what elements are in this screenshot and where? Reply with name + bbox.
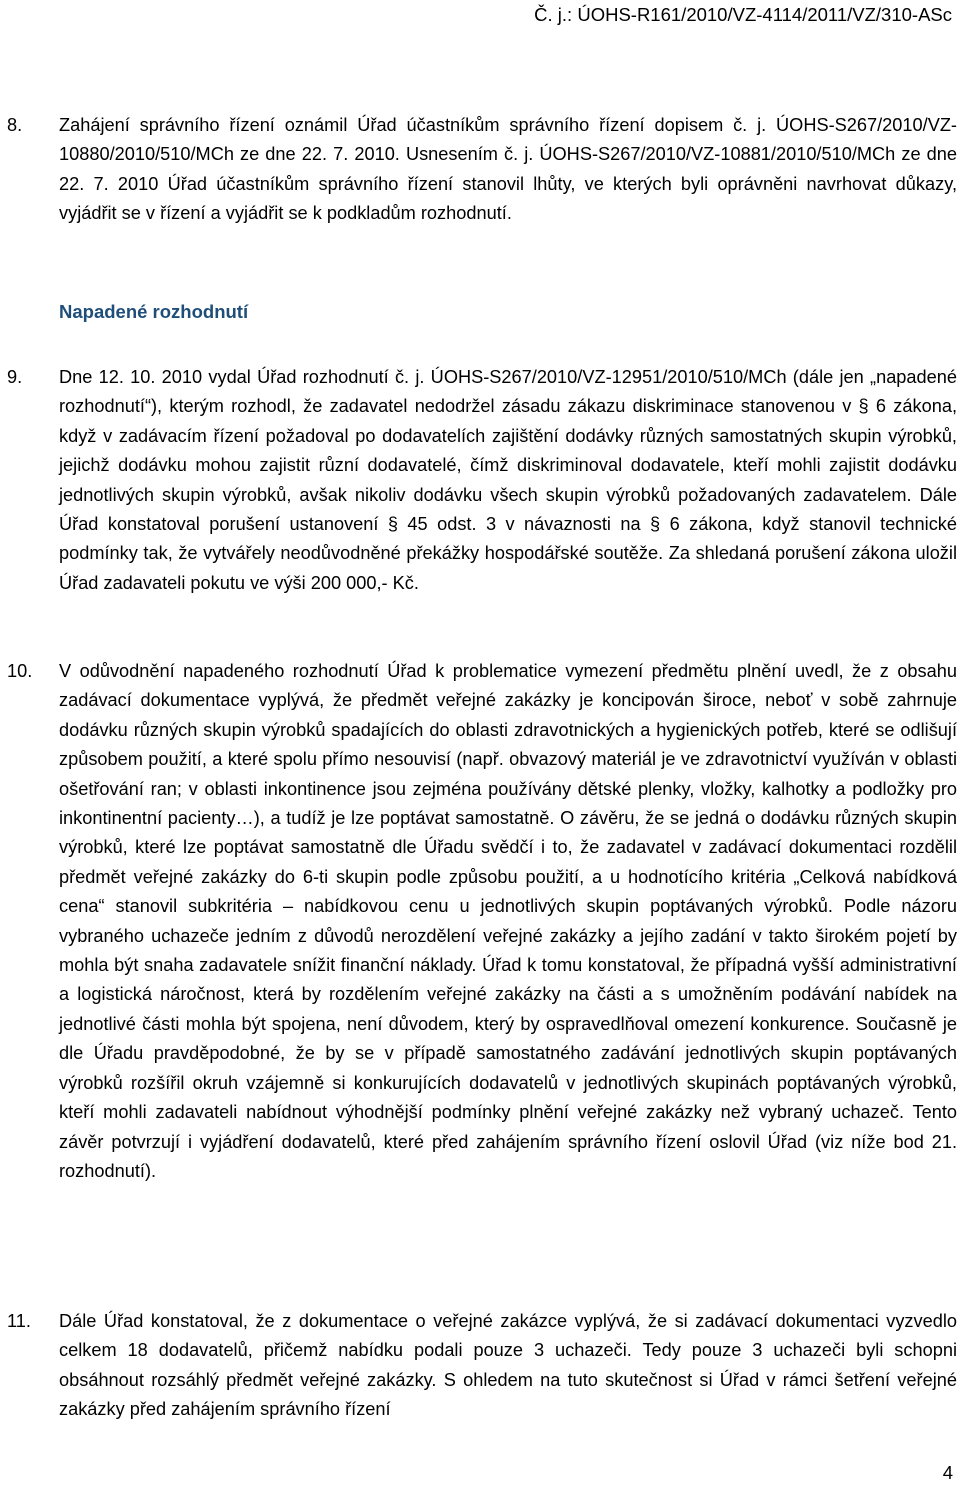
paragraph-10	[0, 657, 960, 1186]
document-reference-header: Č. j.: ÚOHS-R161/2010/VZ-4114/2011/VZ/310-ASc	[534, 4, 952, 25]
paragraph-text: Zahájení správního řízení oznámil Úřad účastníkům správního řízení dopisem č. j. ÚOHS-S267/2010/VZ-10880/2010/510/MCh ze dne 22. 7. 2010. Usnesením č. j. ÚOHS-S267/2010/VZ-10881/2010/510/MCh ze dne 22. 7. 2010 Úřad účastníkům správního řízení stanovil lhůty, ve kterých byli oprávněni navrhovat důkazy, vyjádřit se v řízení a vyjádřit se k podkladům rozhodnutí.	[59, 115, 957, 224]
paragraph-number: 10.	[7, 661, 33, 681]
section-heading-napadene-rozhodnuti: Napadené rozhodnutí	[59, 301, 249, 322]
paragraph-text: V odůvodnění napadeného rozhodnutí Úřad k problematice vymezení předmětu plnění uvedl, že z obsahu zadávací dokumentace vyplývá, že předmět veřejné zakázky je koncipován široce, neboť v sobě zahrnuje dodávku různých skupin výrobků spadajících do oblasti zdravotnických a hygienických potřeb, které se odlišují způsobem použití, a které spolu přímo nesouvisí (např. obvazový materiál je ve zdravotnictví využíván v oblasti ošetřování ran; v oblasti inkontinence jsou zejména používány dětské plenky, vložky, kalhotky a podložky pro inkontinentní pacienty…), a tudíž je lze poptávat samostatně. O závěru, že se jedná o dodávku různých skupin výrobků, které lze poptávat samostatně dle Úřadu svědčí i to, že zadavatel v zadávací dokumentaci rozdělil předmět veřejné zakázky do 6-ti skupin podle způsobu použití, a u hodnotícího kritéria „Celková nabídková cena“ stanovil subkritéria – nabídkovou cenu u jednotlivých skupin poptávaných výrobků. Podle názoru vybraného uchazeče jedním z důvodů nerozdělení veřejné zakázky a jejího zadání v takto širokém pojetí by mohla být snaha zadavatele snížit finanční náklady. Úřad k tomu konstatoval, že případná vyšší administrativní a logistická náročnost, která by rozdělením veřejné zakázky na části a s umožněním podávání nabídek na jednotlivé části mohla být spojena, není důvodem, který by ospravedlňoval omezení konkurence. Současně je dle Úřadu pravděpodobné, že by se v případě samostatného zadávání jednotlivých skupin poptávaných výrobků rozšířil okruh vzájemně si konkurujících dodavatelů v jednotlivých skupinách poptávaných výrobků, kteří mohli zadavateli nabídnout výhodnější podmínky plnění veřejné zakázky než vybraný uchazeč. Tento závěr potvrzují i vyjádření dodavatelů, které před zahájením správního řízení oslovil Úřad (viz níže bod 21. rozhodnutí).	[59, 661, 957, 1181]
paragraph-8	[0, 111, 960, 229]
paragraph-11	[0, 1307, 960, 1425]
paragraph-number: 8.	[7, 115, 23, 135]
page-number: 4	[942, 1462, 953, 1483]
paragraph-number: 11.	[7, 1311, 31, 1331]
paragraph-text: Dne 12. 10. 2010 vydal Úřad rozhodnutí č. j. ÚOHS-S267/2010/VZ-12951/2010/510/MCh (dále jen „napadené rozhodnutí“), kterým rozhodl, že zadavatel nedodržel zásadu zákazu diskriminace stanovenou v § 6 zákona, když v zadávacím řízení požadoval po dodavatelích zajištění dodávky různých samostatných skupin výrobků, jejichž dodávku mohou zajistit různí dodavatelé, čímž diskriminoval dodavatele, kteří mohli zajistit dodávku jednotlivých skupin výrobků, avšak nikoliv dodávku všech skupin výrobků požadovaných zadavatelem. Dále Úřad konstatoval porušení ustanovení § 45 odst. 3 v návaznosti na § 6 zákona, když stanovil technické podmínky tak, že vytvářely neodůvodněné překážky hospodářské soutěže. Za shledaná porušení zákona uložil Úřad zadavateli pokutu ve výši 200 000,- Kč.	[59, 367, 957, 593]
paragraph-number: 9.	[7, 367, 23, 387]
paragraph-9	[0, 363, 960, 598]
paragraph-text: Dále Úřad konstatoval, že z dokumentace o veřejné zakázce vyplývá, že si zadávací dokumentaci vyzvedlo celkem 18 dodavatelů, přičemž nabídku podali pouze 3 uchazeči. Tedy pouze 3 uchazeči byli schopni obsáhnout rozsáhlý předmět veřejné zakázky. S ohledem na tuto skutečnost si Úřad v rámci šetření veřejné zakázky před zahájením správního řízení	[59, 1311, 957, 1420]
